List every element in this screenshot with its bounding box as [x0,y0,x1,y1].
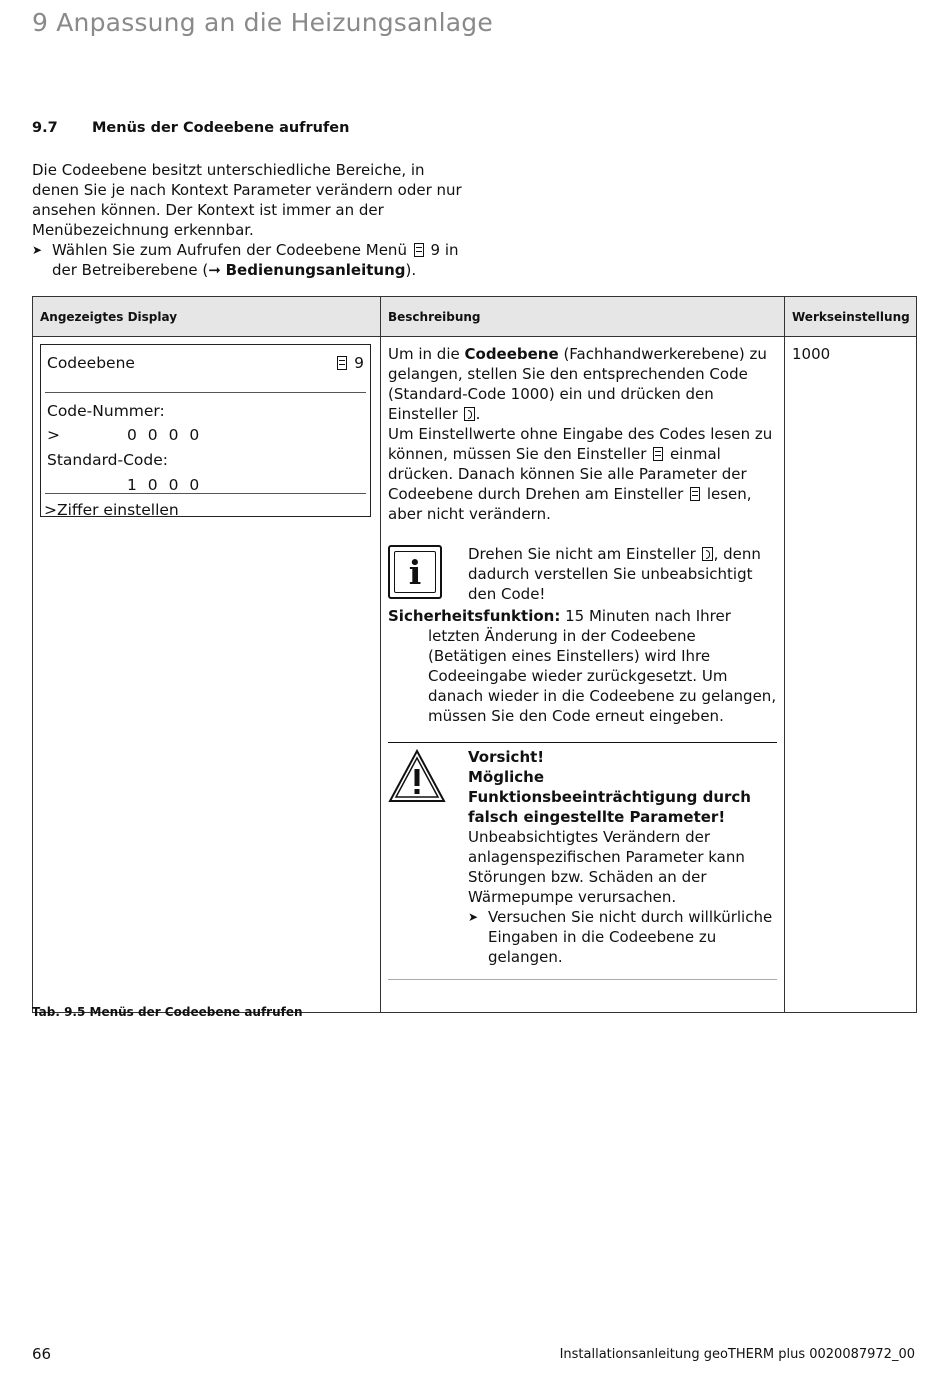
warning-title: Vorsicht! [468,748,545,766]
menu-icon [690,487,700,501]
safety-function [388,606,777,726]
bold-term: Codeebene [464,345,559,363]
menu-icon [653,447,663,461]
display-divider [45,493,366,494]
document-footer: Installationsanleitung geoTHERM plus 0020087972_00 [559,1347,915,1362]
safety-text: 15 Minuten nach Ihrer letzten Änderung in der Codeebene (Betätigen eines Einstellers) wird Ihre Codeeingabe wieder zurückgesetzt. Um danach wieder in die Codeebene zu gelangen, müssen Sie den Code erneut eingeben. [428,607,777,725]
warning-bullet-text: Versuchen Sie nicht durch willkürliche Eingaben in die Codeebene zu gelangen. [488,908,773,966]
info-icon [388,545,442,599]
code-number-value: 0 0 0 0 [127,426,203,444]
reference-arrow-icon: ➞ [208,261,221,279]
display-divider [45,392,366,393]
display-title: Codeebene [47,354,135,372]
bullet-text-2: 9 in der Betreiberebene ( [52,241,459,279]
chapter-heading: 9 Anpassung an die Heizungsanlage [32,8,493,37]
menu-icon [414,243,424,257]
info-icon-letter: i [394,551,436,593]
text: Um Einstellwerte ohne Eingabe des Codes lesen zu können, müssen Sie den Einsteller [388,425,773,463]
text: , denn dadurch verstellen Sie unbeabsichtigt den Code! [468,545,761,603]
safety-label: Sicherheitsfunktion: [388,607,561,625]
note-text [468,544,778,604]
dial-icon [702,547,713,561]
bullet-text-3: ). [405,261,417,279]
standard-code-value: 1 0 0 0 [127,476,203,494]
bullet-text-1: Wählen Sie zum Aufrufen der Codeebene Menü [52,241,407,259]
table-row [33,337,917,1013]
table-caption: Tab. 9.5 Menüs der Codeebene aufrufen [32,1005,303,1019]
display-screen-number [335,353,364,373]
intro-text [32,160,472,280]
warning-subtitle: Mögliche Funktionsbeeinträchtigung durch falsch eingestellte Parameter! [468,768,751,826]
description-paragraph [388,344,777,424]
display-cell [33,337,381,1013]
info-note [388,544,777,606]
warning-text: Unbeabsichtigtes Verändern der anlagenspezifischen Parameter kann Störungen bzw. Schäden an der Wärmepumpe verursachen. [468,828,745,906]
dial-icon [464,407,475,421]
text: Drehen Sie nicht am Einsteller [468,545,696,563]
page-number: 66 [32,1345,52,1363]
bullet-arrow-icon: ➤ [32,243,43,257]
warning-triangle-icon [388,749,446,803]
text: Um in die [388,345,460,363]
reference-link[interactable]: Bedienungsanleitung [225,261,406,279]
table-header-row [33,297,917,337]
cursor-marker: > [47,426,60,444]
text: (Fachhandwerkerebene) zu gelangen, stellen Sie den entsprechenden Code (Standard-Code 1000) ein und drücken den Einsteller [388,345,767,423]
default-value-cell: 1000 [785,337,917,1013]
intro-bullet [32,240,472,280]
text: einmal drücken. Danach können Sie alle Parameter der Codeebene durch Drehen am Einsteller [388,445,747,503]
standard-code-label: Standard-Code: [47,451,169,469]
warning-bullet [468,907,777,967]
column-header-display: Angezeigtes Display [33,297,381,337]
code-number-label: Code-Nummer: [47,402,165,420]
column-header-description: Beschreibung [381,297,785,337]
text: . [475,405,481,423]
display-hint: >Ziffer einstellen [44,501,179,519]
section-title: Menüs der Codeebene aufrufen [92,120,350,136]
bullet-arrow-icon: ➤ [468,910,479,924]
description-cell [381,337,785,1013]
menu-icon [337,356,347,370]
section-heading [32,120,349,136]
display-screen-number-text: 9 [354,354,364,372]
code-level-table [32,296,917,1013]
display-mockup [40,344,371,517]
intro-paragraph: Die Codeebene besitzt unterschiedliche Bereiche, in denen Sie je nach Kontext Parameter verändern oder nur ansehen können. Der Kontext ist immer an der Menübezeichnung erkennbar. [32,161,462,239]
text: lesen, aber nicht verändern. [388,485,752,523]
section-number: 9.7 [32,120,58,136]
column-header-default: Werkseinstellung [785,297,917,337]
description-paragraph [388,424,777,524]
warning-box [388,742,777,980]
